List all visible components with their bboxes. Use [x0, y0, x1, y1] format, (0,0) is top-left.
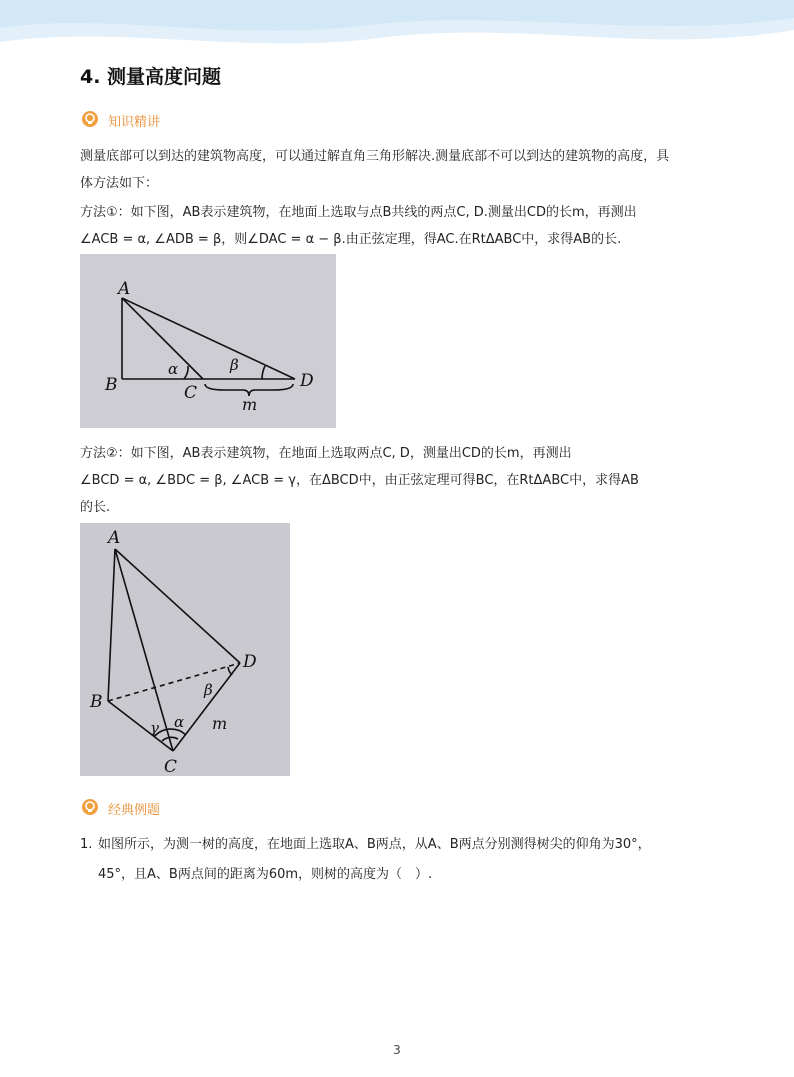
intro-paragraph [80, 143, 720, 197]
method2-paragraph [80, 440, 720, 521]
knowledge-tag [80, 109, 160, 131]
method1-paragraph [80, 199, 720, 253]
label-m: m [212, 714, 228, 733]
header-wave-decoration [0, 0, 794, 60]
label-a: A [118, 279, 131, 299]
method1-line-1: 方法①：如下图，AB表示建筑物，在地面上选取与点B共线的两点C, D.测量出CD的长m，再测出 [80, 205, 637, 220]
lightbulb-icon [80, 798, 100, 818]
label-b: B [105, 375, 118, 395]
method2-line-2: ∠BCD = α, ∠BDC = β, ∠ACB = γ，在ΔBCD中，由正弦定理可得BC，在RtΔABC中，求得AB [80, 473, 639, 488]
figure-method2 [80, 523, 290, 776]
question-1-line-1: 如图所示，为测一树的高度，在地面上选取A、B两点，从A、B两点分别测得树尖的仰角为30°， [98, 837, 651, 852]
method1-line-2: ∠ACB = α, ∠ADB = β，则∠DAC = α − β.由正弦定理，得AC.在RtΔABC中，求得AB的长. [80, 232, 622, 247]
question-number: 1. [80, 837, 93, 852]
label-d: D [300, 371, 314, 391]
label-alpha: α [168, 360, 179, 378]
example-question-1 [80, 830, 720, 890]
figure-method2-diagram [80, 523, 290, 776]
label-beta: β [204, 681, 213, 699]
intro-line-2: 体方法如下： [80, 176, 159, 191]
examples-tag [80, 797, 160, 819]
method2-line-1: 方法②：如下图，AB表示建筑物，在地面上选取两点C, D，测量出CD的长m，再测出 [80, 446, 572, 461]
figure-method1 [80, 254, 336, 428]
method2-line-3: 的长. [80, 500, 111, 515]
lightbulb-icon [80, 110, 100, 130]
page-number: 3 [393, 1043, 401, 1057]
label-alpha: α [174, 713, 185, 731]
label-d: D [243, 652, 257, 672]
intro-line-1: 测量底部可以到达的建筑物高度，可以通过解直角三角形解决.测量底部不可以到达的建筑物的高度，具 [80, 149, 670, 164]
label-gamma: γ [150, 719, 159, 737]
knowledge-tag-label: 知识精讲 [108, 114, 161, 130]
label-beta: β [230, 356, 239, 374]
examples-tag-label: 经典例题 [108, 802, 161, 818]
label-b: B [90, 692, 103, 712]
question-1-line-2: 45°，且A、B两点间的距离为60m，则树的高度为（ ）. [98, 867, 433, 882]
label-m: m [242, 395, 258, 414]
label-c: C [184, 383, 198, 403]
label-c: C [164, 757, 178, 776]
section-title: 4. 测量高度问题 [80, 66, 222, 88]
label-a: A [108, 528, 121, 548]
figure-method1-diagram [80, 254, 336, 428]
